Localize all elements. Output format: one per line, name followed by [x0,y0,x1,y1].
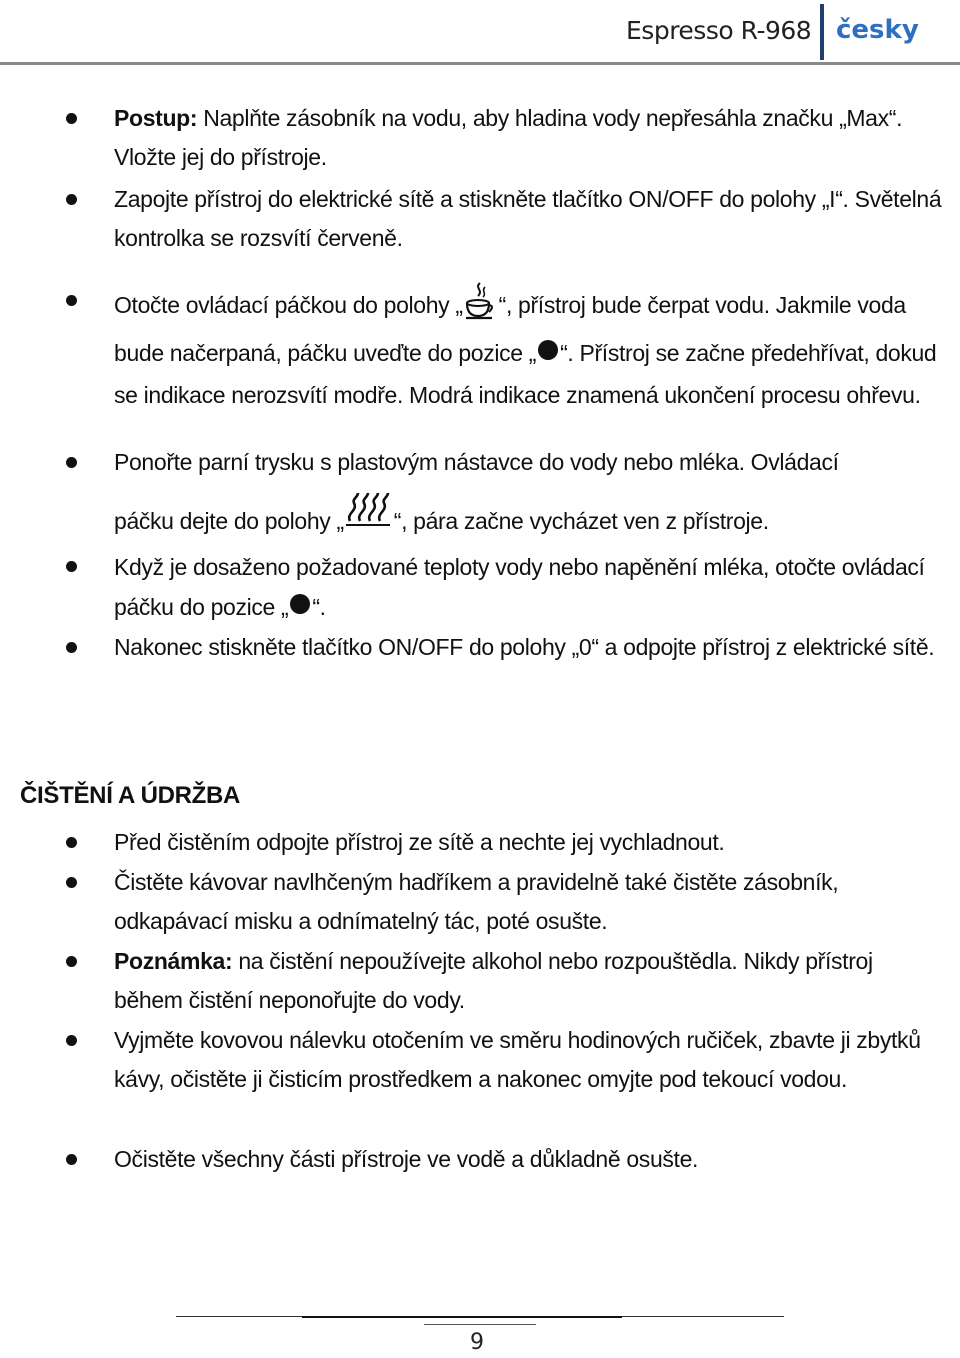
list-item [114,99,944,177]
coffee-cup-icon [463,281,499,333]
item-text: Nakonec stiskněte tlačítko ON/OFF do polohy „0“ a odpojte přístroj z elektrické sítě. [114,634,935,660]
item-text-part: “. [312,594,326,620]
item-text-line: Ponořte parní trysku s plastovým nástavce do vody nebo mléka. Ovládací [114,449,839,475]
list-item [114,281,944,415]
item-text: Před čistěním odpojte přístroj ze sítě a nechte jej vychladnout. [114,829,725,855]
page-number: 9 [470,1330,484,1355]
item-text-part: “, přístroj bude čerpat vodu. Jakmile voda bude načerpaná, páčku uveďte do pozice „ [114,292,906,366]
bullet-icon [66,877,77,888]
page-header [0,0,960,66]
list-item [114,628,944,667]
list-item [114,1021,944,1099]
item-lead: Postup: [114,105,198,131]
item-text: Naplňte zásobník na vodu, aby hladina vody nepřesáhla značku „Max“. Vložte jej do přístroje. [114,105,903,170]
item-text-part: “. Přístroj se začne předehřívat, dokud se indikace nerozsvítí modře. Modrá indikace znamená ukončení procesu ohřevu. [114,340,937,408]
off-position-dot-icon [536,335,560,375]
bullet-icon [66,194,77,205]
item-text: Očistěte všechny části přístroje ve vodě a důkladně osušte. [114,1146,699,1172]
footer-rule [424,1324,536,1325]
header-rule [0,62,960,65]
list-item [114,180,944,258]
item-text: Zapojte přístroj do elektrické sítě a stiskněte tlačítko ON/OFF do polohy „I“. Světelná kontrolka se rozsvítí červeně. [114,186,942,251]
list-item [114,443,944,482]
item-text-part: “, pára začne vycházet ven z přístroje. [393,508,769,534]
item-text: Vyjměte kovovou nálevku otočením ve směru hodinových ručiček, zbavte ji zbytků kávy, očistěte ji čisticím prostředkem a nakonec omyjte pod tekoucí vodou. [114,1027,921,1092]
bullet-icon [66,837,77,848]
item-lead: Poznámka: [114,948,233,974]
bullet-icon [66,642,77,653]
list-item [114,1140,944,1179]
footer-rule [302,1316,622,1318]
item-text: na čistění nepoužívejte alkohol nebo rozpouštědla. Nikdy přístroj během čistění neponořujte do vody. [114,948,873,1013]
bullet-icon [66,956,77,967]
item-text-part: Otočte ovládací páčkou do polohy „ [114,292,463,319]
bullet-icon [66,457,77,468]
bullet-icon [66,295,77,306]
bullet-icon [66,561,77,572]
section-heading: ČIŠTĚNÍ A ÚDRŽBA [20,782,241,809]
bullet-icon [66,1154,77,1165]
list-item [114,863,944,941]
language-label: česky [836,15,919,45]
off-position-dot-icon [288,589,312,629]
item-text-part: páčku dejte do polohy „ [114,508,344,534]
item-text-part: Když je dosaženo požadované teploty vody nebo napěnění mléka, otočte ovládací páčku do pozice „ [114,554,925,620]
list-item [114,547,944,629]
list-item [114,823,944,862]
header-divider [820,4,824,60]
bullet-icon [66,113,77,124]
bullet-icon [66,1035,77,1046]
document-title: Espresso R-968 [626,16,812,45]
list-item [114,942,944,1020]
item-text: Čistěte kávovar navlhčeným hadříkem a pravidelně také čistěte zásobník, odkapávací misku a odnímatelný tác, poté osušte. [114,869,839,934]
